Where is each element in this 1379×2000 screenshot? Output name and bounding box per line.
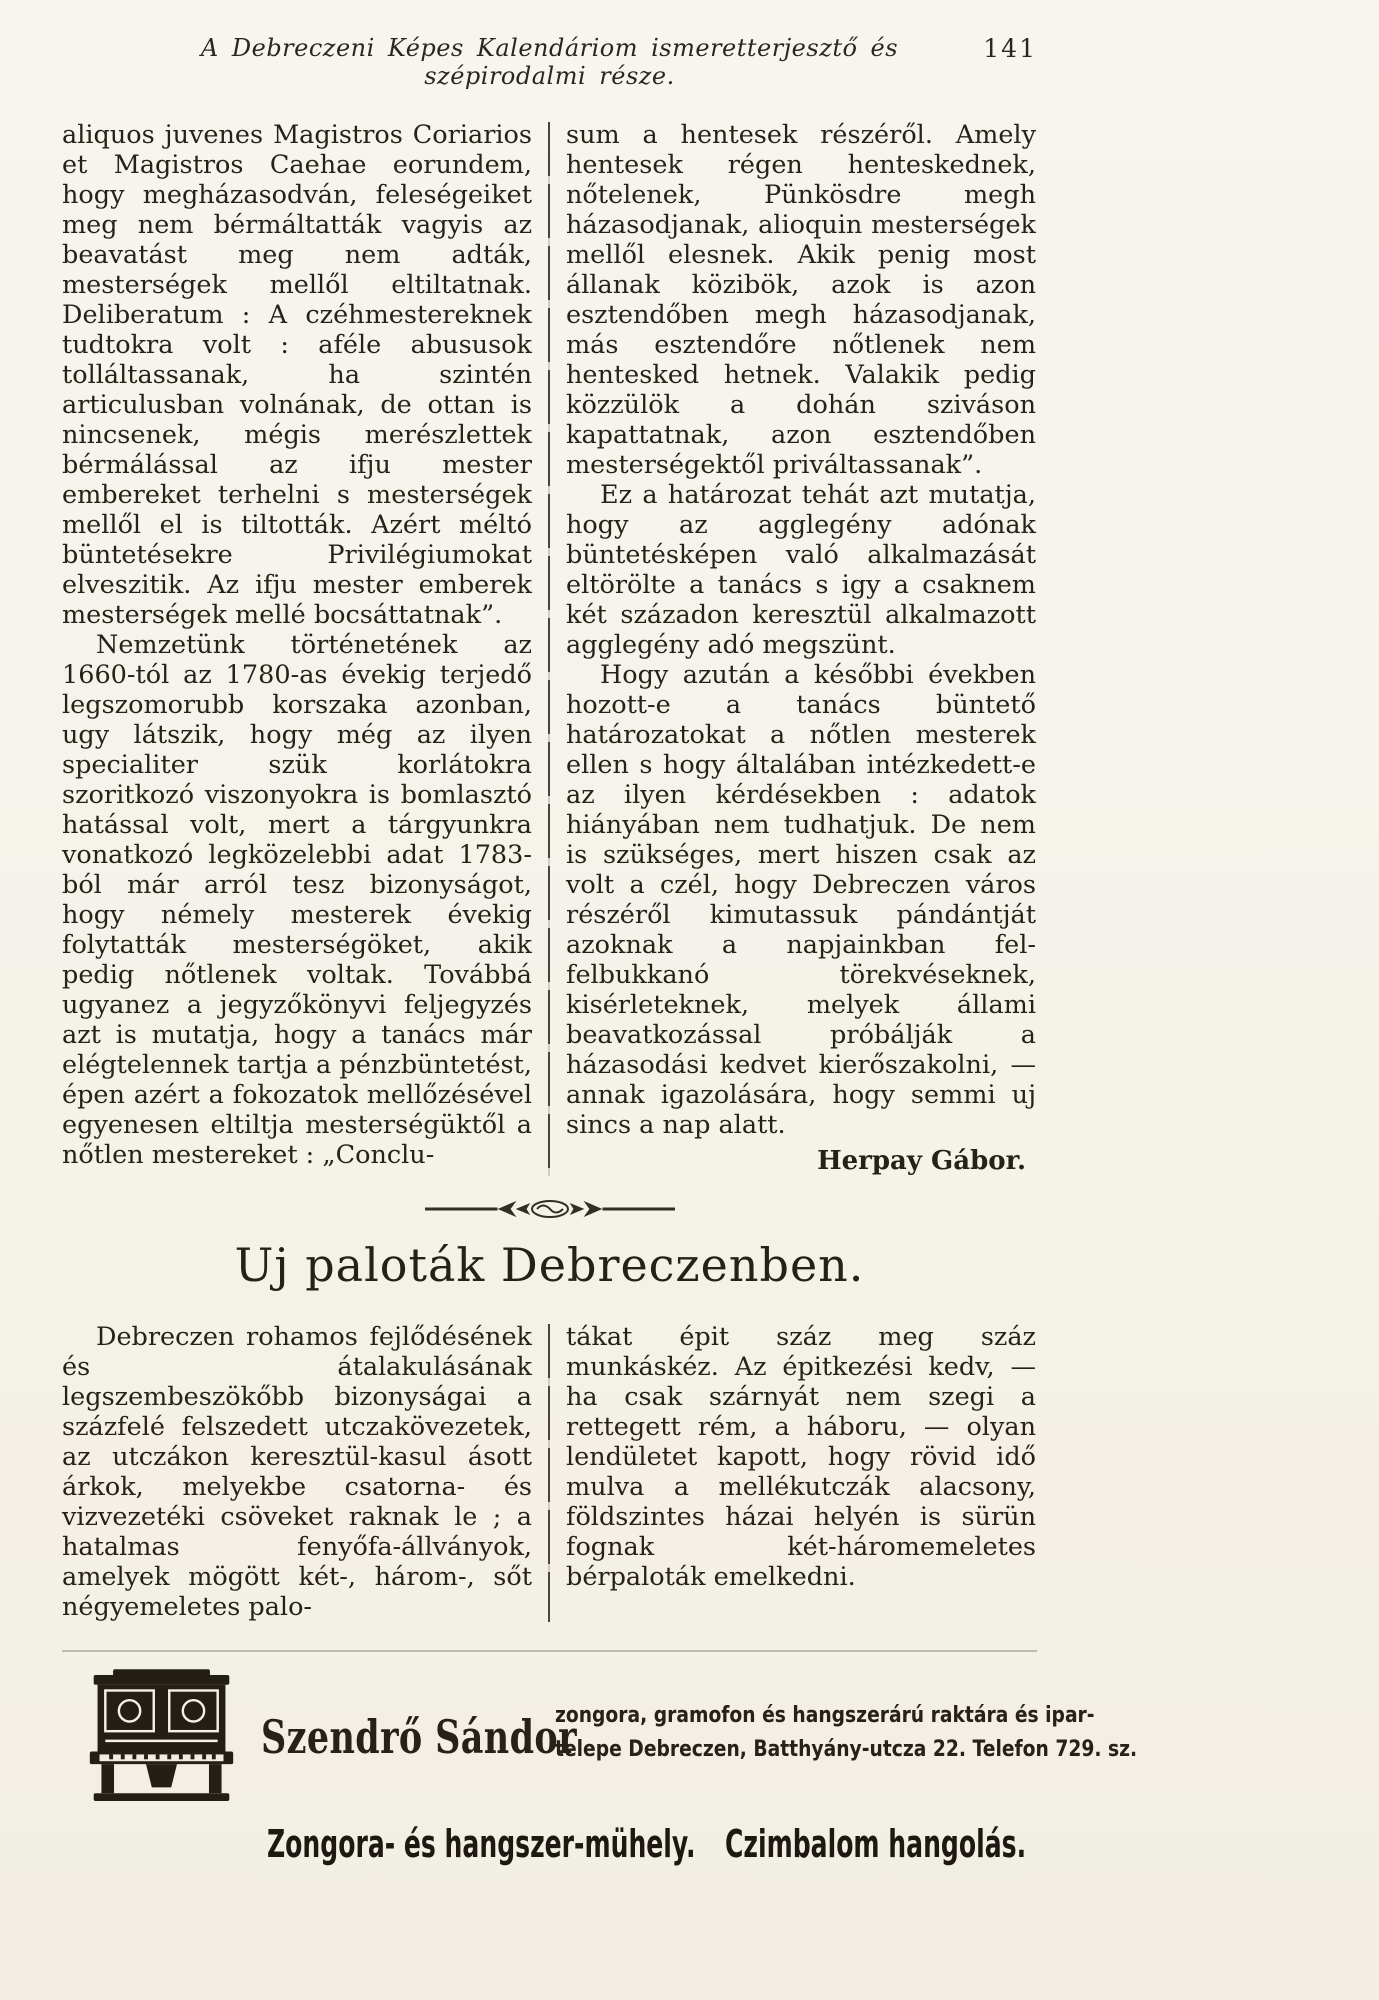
ad-details-text-2: telepe Debreczen, Batthyány-utcza 22. Telefon 729. sz. xyxy=(555,1737,1138,1762)
right-column xyxy=(566,1322,1036,1622)
article-new-palaces xyxy=(62,1322,1037,1622)
advertisement-bottom-row xyxy=(267,1822,1025,1866)
advertisement-details-line xyxy=(555,1737,1138,1771)
page-header xyxy=(62,34,1037,90)
paragraph: Nemzetünk történetének az 1660-tól az 1780-as évekig terjedő legszomorubb korszaka azonban, ugy látszik, hogy még az ilyen specialiter szük korlátokra szoritkozó viszonyokra is bomlasztó hatással volt, mert a tárgyunkra vonatkozó legközelebbi adat 1783-ból már arról tesz bizonyságot, hogy némely mesterek évekig folytatták mesterségöket, akik pedig nőtlenek voltak. Továbbá ugyanez a jegyzőkönyvi feljegyzés azt is mutatja, hogy a tanács már elégtelennek tartja a pénzbüntetést, épen azért a fokozatok mellőzésével egyenesen eltiltja mesterségüktől a nőtlen mestereket : „Conclu- xyxy=(62,630,532,1170)
paragraph: aliquos juvenes Magistros Coriarios et Magistros Caehae eorundem, hogy megházasodván, feleségeiket meg nem bérmáltatták vagyis az beavatást meg nem adták, mesterségek mellől eltiltatnak. Deliberatum : A czéhmestereknek tudtokra volt : aféle abususok tolláltassanak, ha szintén articulusban volnának, de ottan is nincsenek, mégis merészlettek bérmálással az ifju mester embereket terhelni s mesterségek mellől el is tiltották. Azért méltó büntetésekre Privilégiumokat elveszitik. Az ifju mester emberek mesterségek mellé bocsáttatnak”. xyxy=(62,120,532,630)
paragraph: sum a hentesek részéről. Amely hentesek régen henteskednek, nőtelenek, Pünkösdre megh házasodjanak, alioquin mesterségek mellől elesnek. Akik penig most állanak közibök, azok is azon esztendőben megh házasodjanak, más esztendőre nőtlenek nem hentesked hetnek. Valakik pedig közzülök a dohán sziváson kapattatnak, azon esztendőben mesterségektől priváltassanak”. xyxy=(566,120,1036,480)
advertisement-top-row xyxy=(62,1668,1138,1806)
paragraph: tákat épit száz meg száz munkáskéz. Az épitkezési kedv, — ha csak szárnyát nem szegi a rettegett rém, a háboru, — olyan lendületet kapott, hogy rövid idő mulva a mellékutczák alacsony, földszintes házai helyén is sürün fognak két-háromemeletes bérpaloták emelkedni. xyxy=(566,1322,1036,1592)
ad-workshop-block xyxy=(267,1822,707,1866)
section-divider xyxy=(62,1198,1037,1224)
column-divider xyxy=(548,122,550,1176)
scroll-flourish-icon xyxy=(425,1198,675,1220)
column-divider xyxy=(548,1324,550,1622)
paragraph: Debreczen rohamos fejlődésének és átalakulásának legszembeszökőbb bizonyságai a százfelé felszedett utczakövezetek, az utczákon keresztül-kasul ásott árkok, melyekbe csatorna- és vizvezetéki csöveket raknak le ; a hatalmas fenyőfa-állványok, amelyek mögött két-, három-, sőt négyemeletes palo- xyxy=(62,1322,532,1622)
advertiser-name: Szendrő Sándor xyxy=(261,1710,577,1764)
ad-tuning-text: Czimbalom hangolás. xyxy=(725,1822,1027,1866)
ad-workshop-text: Zongora- és hangszer-mühely. xyxy=(267,1822,696,1866)
page-content xyxy=(62,34,1138,1866)
advertiser-name-block xyxy=(261,1710,577,1764)
left-column xyxy=(62,120,532,1176)
advertisement-details xyxy=(555,1703,1138,1771)
author-signature: Herpay Gábor. xyxy=(817,1146,1026,1176)
right-column xyxy=(566,120,1036,1176)
page-number: 141 xyxy=(983,34,1037,63)
ad-tuning-block xyxy=(725,1822,1025,1866)
advertisement-details-line xyxy=(555,1703,1095,1737)
article-title: Uj paloták Debreczenben. xyxy=(234,1238,865,1292)
article-guild-customs xyxy=(62,120,1037,1176)
ad-details-text-1: zongora, gramofon és hangszerárú raktára és ipar- xyxy=(555,1703,1095,1728)
advertisement xyxy=(62,1650,1138,1866)
piano-illustration-icon xyxy=(84,1668,239,1806)
running-header-title: A Debreczeni Képes Kalendáriom ismeretterjesztő és szépirodalmi része. xyxy=(200,34,899,90)
paragraph: Hogy azután a későbbi években hozott-e a tanács büntető határozatokat a nőtlen mesterek ellen s hogy általában intézkedett-e az ilyen kérdésekben : adatok hiányában nem tudhatjuk. De nem is szükséges, mert hiszen csak az volt a czél, hogy Debreczen város részéről kimutassuk pándántját azoknak a napjainkban fel-felbukkanó törekvéseknek, kisérleteknek, melyek állami beavatkozással próbálják a házasodási kedvet kierőszakolni, — annak igazolására, hogy semmi uj sincs a nap alatt. xyxy=(566,660,1036,1140)
paragraph: Ez a határozat tehát azt mutatja, hogy az agglegény adónak büntetésképen való alkalmazását eltörölte a tanács s igy a csaknem két századon keresztül alkalmazott agglegény adó megszünt. xyxy=(566,480,1036,660)
left-column xyxy=(62,1322,532,1622)
